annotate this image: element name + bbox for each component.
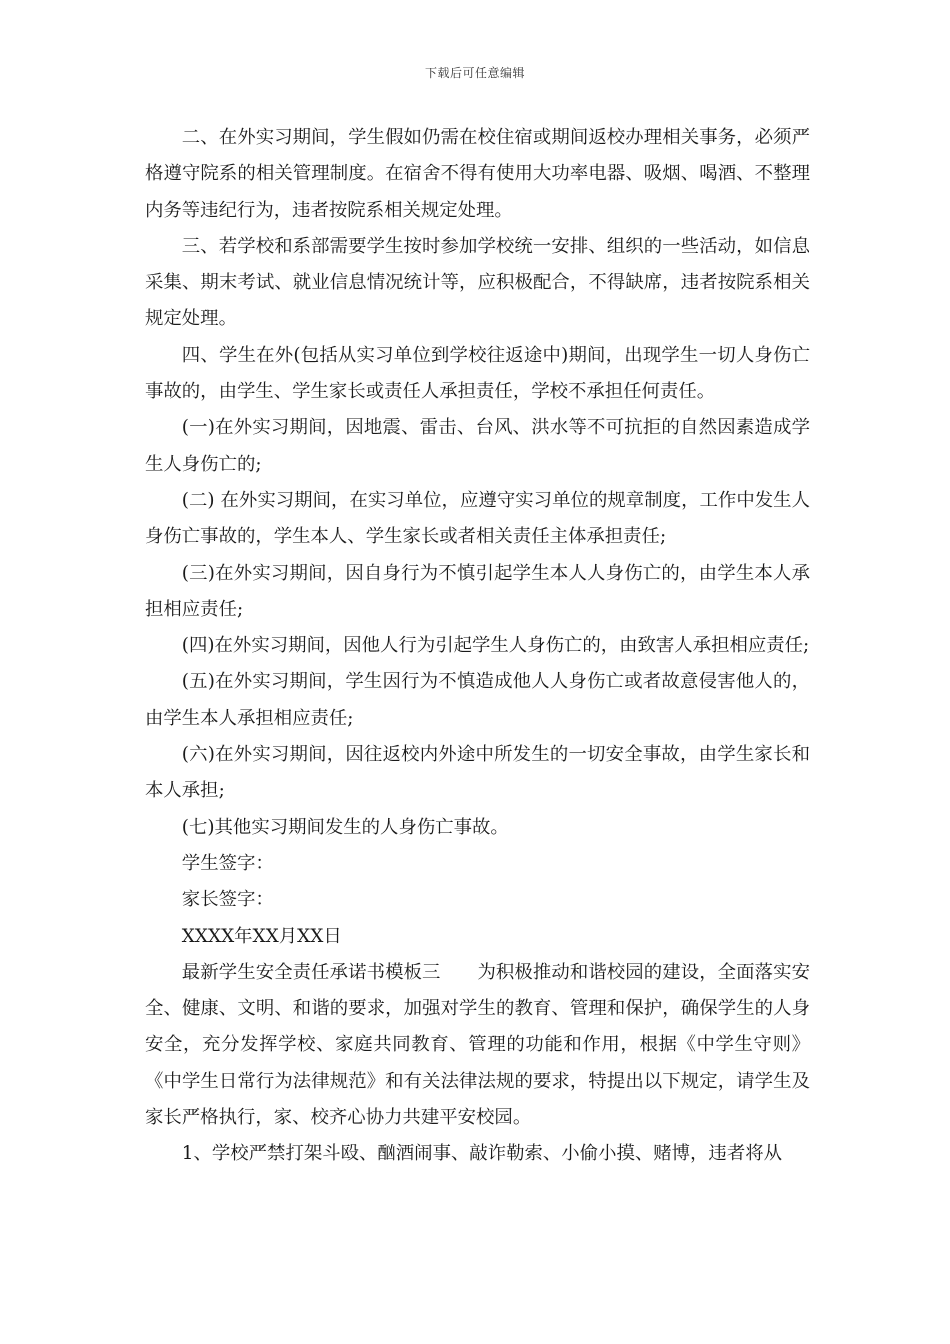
clause-2: (二) 在外实习期间，在实习单位，应遵守实习单位的规章制度，工作中发生人身伤亡事故的，学生本人、学生家长或者相关责任主体承担责任; (145, 489, 810, 548)
paragraph-3-activities: 三、若学校和系部需要学生按时参加学校统一安排、组织的一些活动，如信息采集、期末考试、就业信息情况统计等，应积极配合，不得缺席，违者按院系相关规定处理。 (145, 235, 810, 330)
template-three-intro: 最新学生安全责任承诺书模板三 为积极推动和谐校园的建设，全面落实安全、健康、文明、和谐的要求，加强对学生的教育、管理和保护，确保学生的人身安全，充分发挥学校、家庭共同教育、管理的功能和作用，根据《中学生守则》《中学生日常行为法律规范》和有关法律法规的要求，特提出以下规定，请学生及家长严格执行，家、校齐心协力共建平安校园。 (145, 961, 810, 1129)
paragraph-2-dormitory: 二、在外实习期间，学生假如仍需在校住宿或期间返校办理相关事务，必须严格遵守院系的相关管理制度。在宿舍不得有使用大功率电器、吸烟、喝酒、不整理内务等违纪行为，违者按院系相关规定处理。 (145, 127, 810, 221)
clause-4: (四)在外实习期间，因他人行为引起学生人身伤亡的，由致害人承担相应责任; (181, 635, 810, 657)
clause-7: (七)其他实习期间发生的人身伤亡事故。 (181, 816, 509, 838)
clause-3: (三)在外实习期间，因自身行为不慎引起学生本人人身伤亡的，由学生本人承担相应责任; (145, 562, 810, 620)
rule-1: 1、学校严禁打架斗殴、酗酒闹事、敲诈勒索、小偷小摸、赌博，违者将从 (181, 1143, 782, 1165)
document-body (145, 120, 810, 1173)
clause-1: (一)在外实习期间，因地震、雷击、台风、洪水等不可抗拒的自然因素造成学生人身伤亡的; (145, 417, 810, 475)
paragraph-4-injury: 四、学生在外(包括从实习单位到学校往返途中)期间，出现学生一切人身伤亡事故的，由学生、学生家长或责任人承担责任，学校不承担任何责任。 (145, 344, 810, 403)
page-header: 下载后可任意编辑 (424, 66, 525, 80)
clause-6: (六)在外实习期间，因往返校内外途中所发生的一切安全事故，由学生家长和本人承担; (145, 744, 810, 802)
date-line: XXXX年XX月XX日 (181, 925, 342, 947)
clause-5: (五)在外实习期间，学生因行为不慎造成他人人身伤亡或者故意侵害他人的，由学生本人承担相应责任; (145, 671, 810, 729)
parent-signature: 家长签字： (181, 889, 274, 911)
student-signature: 学生签字： (181, 852, 274, 874)
